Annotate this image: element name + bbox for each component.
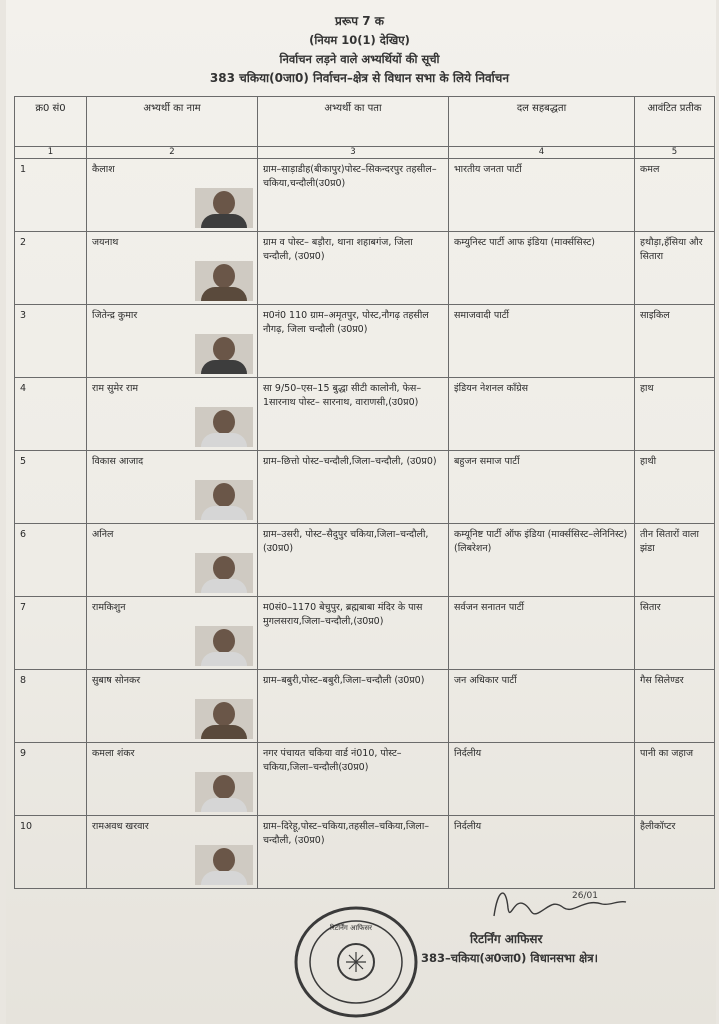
address-cell: ग्राम–छित्तो पोस्ट–चन्दौली,जिला–चन्दौली, (उ0प्र0) [258,451,449,524]
symbol-cell: हथौड़ा,हँसिया और सितारा [635,232,715,305]
column-number: 2 [87,147,258,159]
candidate-name: सुबाष सोनकर [92,675,141,686]
candidate-photo [195,699,253,739]
column-number: 5 [635,147,715,159]
address-cell: म0नं0 110 ग्राम–अमृतपुर, पोस्ट,नौगढ़ तहसील नौगढ़, जिला चन्दौली (उ0प्र0) [258,305,449,378]
symbol-cell: हाथ [635,378,715,451]
candidate-photo [195,334,253,374]
column-number: 3 [258,147,449,159]
official-seal [290,900,422,1020]
column-number: 1 [15,147,87,159]
party-cell: बहुजन समाज पार्टी [449,451,635,524]
document-title: निर्वाचन लड़ने वाले अभ्यर्थियों की सूची [279,52,440,66]
party-cell: इंडियन नेशनल काँग्रेस [449,378,635,451]
candidate-name: विकास आजाद [92,456,144,467]
table-row [15,524,715,597]
party-cell: समाजवादी पार्टी [449,305,635,378]
candidate-photo [195,772,253,812]
table-row [15,378,715,451]
party-cell: निर्दलीय [449,816,635,889]
symbol-cell: पानी का जहाज [635,743,715,816]
candidate-name: रामकिशुन [92,602,126,613]
serial-cell: 2 [15,232,87,305]
candidate-photo [195,407,253,447]
address-cell: ग्राम–उसरी, पोस्ट–सैदुपुर चकिया,जिला–चन्दौली,(उ0प्र0) [258,524,449,597]
header-symbol: आवंटित प्रतीक [635,97,715,147]
serial-cell: 3 [15,305,87,378]
candidate-name: जितेन्द्र कुमार [92,310,138,321]
candidate-name: जयनाथ [92,237,119,248]
name-cell [87,232,258,305]
serial-cell: 1 [15,159,87,232]
candidate-photo [195,626,253,666]
name-cell [87,816,258,889]
form-number: प्ररूप 7 क [335,14,384,28]
party-cell: जन अधिकार पार्टी [449,670,635,743]
rule-reference: (नियम 10(1) देखिए) [309,33,410,47]
election-subtitle: 383 चकिया(0जा0) निर्वाचन–क्षेत्र से विधान सभा के लिये निर्वाचन [209,71,510,85]
table-row [15,597,715,670]
candidate-photo [195,553,253,593]
address-cell: म0सं0–1170 बेचुपुर, ब्रह्मबाबा मंदिर के पास मुगलसराय,जिला–चन्दौली,(उ0प्र0) [258,597,449,670]
name-cell [87,159,258,232]
candidate-photo [195,845,253,885]
serial-cell: 10 [15,816,87,889]
party-cell: कम्यूनिष्ट पार्टी ऑफ इंडिया (मार्क्ससिस्ट–लेनिनिस्ट)(लिबरेशन) [449,524,635,597]
header-party: दल सहबद्धता [449,97,635,147]
party-cell: कम्युनिस्ट पार्टी आफ इंडिया (मार्क्ससिस्ट) [449,232,635,305]
address-cell: ग्राम–बबुरी,पोस्ट–बबुरी,जिला–चन्दौली (उ0प्र0) [258,670,449,743]
name-cell [87,378,258,451]
party-cell: सर्वजन सनातन पार्टी [449,597,635,670]
name-cell [87,524,258,597]
symbol-cell: साइकिल [635,305,715,378]
signature-date: 26/01 [572,891,598,901]
symbol-cell: तीन सितारों वाला झंडा [635,524,715,597]
candidate-name: रामअवध खरवार [92,821,149,832]
candidate-photo [195,261,253,301]
candidate-photo [195,188,253,228]
table-row [15,159,715,232]
symbol-cell: गैस सिलेण्डर [635,670,715,743]
address-cell: ग्राम–दिरेहू,पोस्ट–चकिया,तहसील–चकिया,जिला–चन्दौली, (उ0प्र0) [258,816,449,889]
symbol-cell: हाथी [635,451,715,524]
document-header [0,12,719,88]
symbol-cell: हैलीकॉप्टर [635,816,715,889]
name-cell [87,451,258,524]
name-cell [87,597,258,670]
address-cell: ग्राम–साड़ाडीह(बीकापुर)पोस्ट–सिकन्दरपुर तहसील–चकिया,चन्दौली(उ0प्र0) [258,159,449,232]
serial-cell: 6 [15,524,87,597]
name-cell [87,305,258,378]
party-cell: निर्दलीय [449,743,635,816]
seal-text: रिटर्निंग आफिसर [330,924,373,932]
table-row [15,305,715,378]
table-row [15,232,715,305]
party-cell: भारतीय जनता पार्टी [449,159,635,232]
table-row [15,743,715,816]
table-header-row [15,97,715,147]
address-cell: नगर पंचायत चकिया वार्ड नं010, पोस्ट–चकिया,जिला–चन्दौली(उ0प्र0) [258,743,449,816]
candidate-photo [195,480,253,520]
officer-signature [484,878,634,928]
serial-cell: 5 [15,451,87,524]
returning-officer-title: रिटर्निंग आफिसर [470,932,543,946]
serial-cell: 4 [15,378,87,451]
symbol-cell: सितार [635,597,715,670]
candidate-name: राम सुमेर राम [92,383,139,394]
header-name: अभ्यर्थी का नाम [87,97,258,147]
column-number: 4 [449,147,635,159]
name-cell [87,670,258,743]
header-address: अभ्यर्थी का पता [258,97,449,147]
returning-officer-constituency: 383–चकिया(अ0जा0) विधानसभा क्षेत्र। [421,951,598,965]
candidate-name: कमला शंकर [92,748,135,759]
symbol-cell: कमल [635,159,715,232]
name-cell [87,743,258,816]
table-row [15,670,715,743]
serial-cell: 9 [15,743,87,816]
candidate-name: कैलाश [92,164,115,175]
serial-cell: 8 [15,670,87,743]
address-cell: सा 9/50–एस–15 बुद्धा सीटी कालोनी, फेस–1सारनाथ पोस्ट– सारनाथ, वाराणसी,(उ0प्र0) [258,378,449,451]
candidate-name: अनिल [92,529,114,540]
column-number-row [15,147,715,159]
address-cell: ग्राम व पोस्ट– बड़ौरा, थाना शहाबगंज, जिला चन्दौली, (उ0प्र0) [258,232,449,305]
header-serial: क्र0 सं0 [15,97,87,147]
candidate-table [14,96,715,889]
serial-cell: 7 [15,597,87,670]
table-row [15,451,715,524]
